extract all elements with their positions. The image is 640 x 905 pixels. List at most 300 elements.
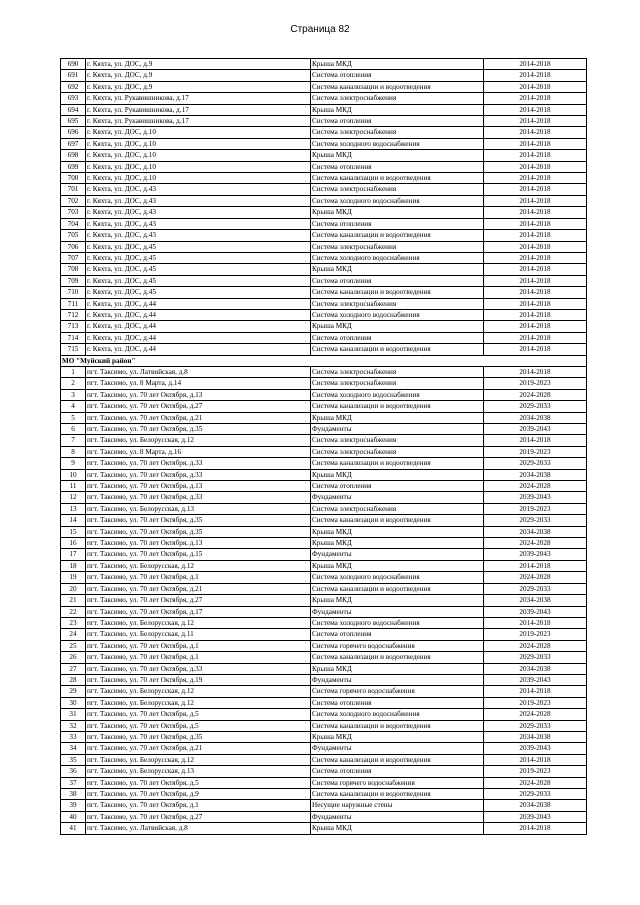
row-number: 696 <box>61 127 86 138</box>
period-cell: 2014-2018 <box>484 161 587 172</box>
system-cell: Крыша МКД <box>311 731 484 742</box>
row-number: 3 <box>61 389 86 400</box>
table-row <box>61 298 587 309</box>
table-row <box>61 127 587 138</box>
row-number: 712 <box>61 309 86 320</box>
system-cell: Система канализации и водоотведения <box>311 344 484 355</box>
row-number: 699 <box>61 161 86 172</box>
address-cell: г. Кяхта, ул. ДОС, д.43 <box>86 207 311 218</box>
address-cell: пгт. Таксимо, ул. 70 лет Октября, д.21 <box>86 583 311 594</box>
address-cell: пгт. Таксимо, ул. 70 лет Октября, д.21 <box>86 412 311 423</box>
repair-schedule-table <box>60 58 587 835</box>
table-row <box>61 389 587 400</box>
table-row <box>61 230 587 241</box>
system-cell: Крыша МКД <box>311 823 484 834</box>
row-number: 24 <box>61 629 86 640</box>
period-cell: 2029-2033 <box>484 652 587 663</box>
row-number: 710 <box>61 287 86 298</box>
period-cell: 2039-2043 <box>484 492 587 503</box>
table-row <box>61 709 587 720</box>
period-cell: 2014-2018 <box>484 173 587 184</box>
period-cell: 2014-2018 <box>484 617 587 628</box>
table-row <box>61 93 587 104</box>
system-cell: Система отопления <box>311 332 484 343</box>
period-cell: 2019-2023 <box>484 697 587 708</box>
table-row <box>61 252 587 263</box>
address-cell: г. Кяхта, ул. ДОС, д.43 <box>86 230 311 241</box>
address-cell: г. Кяхта, ул. ДОС, д.10 <box>86 127 311 138</box>
system-cell: Система электроснабжения <box>311 366 484 377</box>
system-cell: Система горячего водоснабжения <box>311 777 484 788</box>
table-row <box>61 777 587 788</box>
period-cell: 2039-2043 <box>484 743 587 754</box>
system-cell: Крыша МКД <box>311 595 484 606</box>
period-cell: 2014-2018 <box>484 116 587 127</box>
address-cell: г. Кяхта, ул. ДОС, д.45 <box>86 275 311 286</box>
table-row <box>61 515 587 526</box>
period-cell: 2014-2018 <box>484 275 587 286</box>
table-row <box>61 697 587 708</box>
table-row <box>61 309 587 320</box>
row-number: 11 <box>61 481 86 492</box>
address-cell: пгт. Таксимо, ул. 70 лет Октября, д.5 <box>86 720 311 731</box>
page-title: Страница 82 <box>290 24 350 35</box>
table-row <box>61 321 587 332</box>
period-cell: 2014-2018 <box>484 104 587 115</box>
system-cell: Крыша МКД <box>311 663 484 674</box>
system-cell: Система электроснабжения <box>311 446 484 457</box>
period-cell: 2014-2018 <box>484 823 587 834</box>
table-row <box>61 674 587 685</box>
period-cell: 2014-2018 <box>484 218 587 229</box>
address-cell: пгт. Таксимо, ул. 70 лет Октября, д.15 <box>86 549 311 560</box>
row-number: 13 <box>61 503 86 514</box>
system-cell: Система электроснабжения <box>311 93 484 104</box>
table-row <box>61 789 587 800</box>
table-row <box>61 70 587 81</box>
address-cell: г. Кяхта, ул. ДОС, д.9 <box>86 59 311 70</box>
table-row <box>61 640 587 651</box>
address-cell: г. Кяхта, ул. ДОС, д.43 <box>86 218 311 229</box>
table-row <box>61 663 587 674</box>
system-cell: Фундаменты <box>311 811 484 822</box>
address-cell: г. Кяхта, ул. ДОС, д.44 <box>86 298 311 309</box>
period-cell: 2034-2038 <box>484 526 587 537</box>
table-row <box>61 138 587 149</box>
system-cell: Система канализации и водоотведения <box>311 173 484 184</box>
row-number: 715 <box>61 344 86 355</box>
period-cell: 2024-2028 <box>484 389 587 400</box>
table-row <box>61 401 587 412</box>
row-number: 695 <box>61 116 86 127</box>
system-cell: Система горячего водоснабжения <box>311 686 484 697</box>
table-row <box>61 81 587 92</box>
period-cell: 2014-2018 <box>484 184 587 195</box>
row-number: 2 <box>61 378 86 389</box>
address-cell: пгт. Таксимо, ул. 8 Марта, д.14 <box>86 378 311 389</box>
system-cell: Крыша МКД <box>311 538 484 549</box>
period-cell: 2034-2038 <box>484 469 587 480</box>
address-cell: пгт. Таксимо, ул. 70 лет Октября, д.33 <box>86 492 311 503</box>
row-number: 34 <box>61 743 86 754</box>
period-cell: 2014-2018 <box>484 264 587 275</box>
address-cell: г. Кяхта, ул. ДОС, д.45 <box>86 241 311 252</box>
row-number: 701 <box>61 184 86 195</box>
address-cell: пгт. Таксимо, ул. 70 лет Октября, д.21 <box>86 743 311 754</box>
address-cell: г. Кяхта, ул. ДОС, д.45 <box>86 287 311 298</box>
address-cell: пгт. Таксимо, ул. 70 лет Октября, д.1 <box>86 572 311 583</box>
system-cell: Система холодного водоснабжения <box>311 709 484 720</box>
row-number: 9 <box>61 458 86 469</box>
period-cell: 2039-2043 <box>484 424 587 435</box>
system-cell: Крыша МКД <box>311 104 484 115</box>
address-cell: пгт. Таксимо, ул. 70 лет Октября, д.9 <box>86 789 311 800</box>
row-number: 15 <box>61 526 86 537</box>
address-cell: г. Кяхта, ул. ДОС, д.10 <box>86 173 311 184</box>
system-cell: Крыша МКД <box>311 150 484 161</box>
table-row <box>61 481 587 492</box>
address-cell: г. Кяхта, ул. ДОС, д.44 <box>86 321 311 332</box>
address-cell: г. Кяхта, ул. ДОС, д.45 <box>86 252 311 263</box>
system-cell: Система холодного водоснабжения <box>311 195 484 206</box>
address-cell: пгт. Таксимо, ул. 70 лет Октября, д.33 <box>86 469 311 480</box>
period-cell: 2029-2033 <box>484 401 587 412</box>
address-cell: пгт. Таксимо, ул. 70 лет Октября, д.35 <box>86 515 311 526</box>
address-cell: г. Кяхта, ул. ДОС, д.43 <box>86 195 311 206</box>
row-number: 35 <box>61 754 86 765</box>
row-number: 39 <box>61 800 86 811</box>
table-row <box>61 59 587 70</box>
table-row <box>61 469 587 480</box>
table-row <box>61 560 587 571</box>
table-row <box>61 412 587 423</box>
row-number: 16 <box>61 538 86 549</box>
system-cell: Крыша МКД <box>311 207 484 218</box>
table-row <box>61 435 587 446</box>
system-cell: Система канализации и водоотведения <box>311 401 484 412</box>
row-number: 5 <box>61 412 86 423</box>
address-cell: пгт. Таксимо, ул. Белорусская, д.12 <box>86 754 311 765</box>
address-cell: пгт. Таксимо, ул. Белорусская, д.12 <box>86 686 311 697</box>
system-cell: Система электроснабжения <box>311 378 484 389</box>
period-cell: 2019-2023 <box>484 629 587 640</box>
row-number: 31 <box>61 709 86 720</box>
system-cell: Система горячего водоснабжения <box>311 640 484 651</box>
period-cell: 2029-2033 <box>484 583 587 594</box>
address-cell: пгт. Таксимо, ул. Латвийская, д.8 <box>86 823 311 834</box>
row-number: 697 <box>61 138 86 149</box>
period-cell: 2014-2018 <box>484 754 587 765</box>
row-number: 20 <box>61 583 86 594</box>
system-cell: Крыша МКД <box>311 560 484 571</box>
period-cell: 2019-2023 <box>484 378 587 389</box>
table-row <box>61 446 587 457</box>
row-number: 4 <box>61 401 86 412</box>
row-number: 23 <box>61 617 86 628</box>
system-cell: Крыша МКД <box>311 412 484 423</box>
address-cell: г. Кяхта, ул. Рукавишникова, д.17 <box>86 93 311 104</box>
address-cell: пгт. Таксимо, ул. 70 лет Октября, д.19 <box>86 674 311 685</box>
address-cell: пгт. Таксимо, ул. 70 лет Октября, д.27 <box>86 811 311 822</box>
row-number: 28 <box>61 674 86 685</box>
address-cell: г. Кяхта, ул. ДОС, д.9 <box>86 70 311 81</box>
system-cell: Система электроснабжения <box>311 503 484 514</box>
row-number: 38 <box>61 789 86 800</box>
address-cell: пгт. Таксимо, ул. 70 лет Октября, д.27 <box>86 595 311 606</box>
period-cell: 2034-2038 <box>484 412 587 423</box>
system-cell: Система отопления <box>311 275 484 286</box>
system-cell: Система отопления <box>311 629 484 640</box>
row-number: 694 <box>61 104 86 115</box>
row-number: 707 <box>61 252 86 263</box>
system-cell: Система канализации и водоотведения <box>311 230 484 241</box>
system-cell: Фундаменты <box>311 492 484 503</box>
period-cell: 2039-2043 <box>484 606 587 617</box>
period-cell: 2039-2043 <box>484 811 587 822</box>
table-row <box>61 549 587 560</box>
period-cell: 2024-2028 <box>484 640 587 651</box>
row-number: 10 <box>61 469 86 480</box>
period-cell: 2014-2018 <box>484 241 587 252</box>
table-row <box>61 150 587 161</box>
row-number: 708 <box>61 264 86 275</box>
table-row <box>61 686 587 697</box>
row-number: 704 <box>61 218 86 229</box>
table-row <box>61 766 587 777</box>
address-cell: пгт. Таксимо, ул. 70 лет Октября, д.17 <box>86 606 311 617</box>
row-number: 709 <box>61 275 86 286</box>
address-cell: пгт. Таксимо, ул. 70 лет Октября, д.35 <box>86 731 311 742</box>
table-row <box>61 503 587 514</box>
period-cell: 2014-2018 <box>484 321 587 332</box>
row-number: 30 <box>61 697 86 708</box>
row-number: 692 <box>61 81 86 92</box>
table-row <box>61 754 587 765</box>
system-cell: Система отопления <box>311 697 484 708</box>
row-number: 702 <box>61 195 86 206</box>
row-number: 1 <box>61 366 86 377</box>
period-cell: 2014-2018 <box>484 59 587 70</box>
system-cell: Система канализации и водоотведения <box>311 789 484 800</box>
address-cell: пгт. Таксимо, ул. 70 лет Октября, д.5 <box>86 709 311 720</box>
table-row <box>61 218 587 229</box>
period-cell: 2014-2018 <box>484 81 587 92</box>
section-title: МО "Муйский район" <box>61 355 587 366</box>
address-cell: пгт. Таксимо, ул. 70 лет Октября, д.13 <box>86 389 311 400</box>
period-cell: 2039-2043 <box>484 674 587 685</box>
row-number: 700 <box>61 173 86 184</box>
address-cell: пгт. Таксимо, ул. 70 лет Октября, д.33 <box>86 458 311 469</box>
table-row <box>61 424 587 435</box>
address-cell: г. Кяхта, ул. ДОС, д.9 <box>86 81 311 92</box>
period-cell: 2014-2018 <box>484 309 587 320</box>
period-cell: 2034-2038 <box>484 663 587 674</box>
table-row <box>61 823 587 834</box>
row-number: 698 <box>61 150 86 161</box>
row-number: 6 <box>61 424 86 435</box>
address-cell: пгт. Таксимо, ул. 8 Марта, д.16 <box>86 446 311 457</box>
table-row <box>61 287 587 298</box>
system-cell: Система канализации и водоотведения <box>311 458 484 469</box>
row-number: 22 <box>61 606 86 617</box>
period-cell: 2014-2018 <box>484 230 587 241</box>
system-cell: Система электроснабжения <box>311 241 484 252</box>
address-cell: пгт. Таксимо, ул. 70 лет Октября, д.35 <box>86 526 311 537</box>
period-cell: 2024-2028 <box>484 481 587 492</box>
address-cell: пгт. Таксимо, ул. 70 лет Октября, д.1 <box>86 652 311 663</box>
table-body <box>61 59 587 835</box>
table-row <box>61 195 587 206</box>
period-cell: 2014-2018 <box>484 560 587 571</box>
row-number: 713 <box>61 321 86 332</box>
address-cell: г. Кяхта, ул. ДОС, д.44 <box>86 332 311 343</box>
system-cell: Система канализации и водоотведения <box>311 287 484 298</box>
period-cell: 2014-2018 <box>484 366 587 377</box>
table-row <box>61 595 587 606</box>
row-number: 714 <box>61 332 86 343</box>
system-cell: Крыша МКД <box>311 59 484 70</box>
address-cell: пгт. Таксимо, ул. Латвийская, д.8 <box>86 366 311 377</box>
system-cell: Крыша МКД <box>311 469 484 480</box>
system-cell: Фундаменты <box>311 743 484 754</box>
period-cell: 2014-2018 <box>484 207 587 218</box>
address-cell: пгт. Таксимо, ул. Белорусская, д.12 <box>86 560 311 571</box>
address-cell: пгт. Таксимо, ул. 70 лет Октября, д.35 <box>86 424 311 435</box>
system-cell: Система канализации и водоотведения <box>311 515 484 526</box>
period-cell: 2014-2018 <box>484 287 587 298</box>
table-row <box>61 161 587 172</box>
table-row <box>61 743 587 754</box>
period-cell: 2014-2018 <box>484 686 587 697</box>
address-cell: г. Кяхта, ул. Рукавишникова, д.17 <box>86 104 311 115</box>
system-cell: Крыша МКД <box>311 321 484 332</box>
system-cell: Система отопления <box>311 766 484 777</box>
system-cell: Система электроснабжения <box>311 184 484 195</box>
period-cell: 2034-2038 <box>484 595 587 606</box>
row-number: 19 <box>61 572 86 583</box>
system-cell: Фундаменты <box>311 549 484 560</box>
period-cell: 2014-2018 <box>484 70 587 81</box>
period-cell: 2029-2033 <box>484 515 587 526</box>
table-row <box>61 184 587 195</box>
address-cell: г. Кяхта, ул. ДОС, д.10 <box>86 138 311 149</box>
system-cell: Фундаменты <box>311 606 484 617</box>
address-cell: г. Кяхта, ул. ДОС, д.43 <box>86 184 311 195</box>
system-cell: Система отопления <box>311 116 484 127</box>
period-cell: 2034-2038 <box>484 731 587 742</box>
row-number: 706 <box>61 241 86 252</box>
system-cell: Система электроснабжения <box>311 298 484 309</box>
row-number: 18 <box>61 560 86 571</box>
address-cell: пгт. Таксимо, ул. 70 лет Октября, д.27 <box>86 401 311 412</box>
table-row <box>61 811 587 822</box>
row-number: 27 <box>61 663 86 674</box>
row-number: 21 <box>61 595 86 606</box>
address-cell: пгт. Таксимо, ул. 70 лет Октября, д.13 <box>86 481 311 492</box>
table-row <box>61 617 587 628</box>
row-number: 12 <box>61 492 86 503</box>
system-cell: Система холодного водоснабжения <box>311 309 484 320</box>
row-number: 690 <box>61 59 86 70</box>
table-row <box>61 526 587 537</box>
address-cell: г. Кяхта, ул. ДОС, д.44 <box>86 309 311 320</box>
system-cell: Система отопления <box>311 161 484 172</box>
row-number: 711 <box>61 298 86 309</box>
system-cell: Фундаменты <box>311 674 484 685</box>
table-row <box>61 207 587 218</box>
system-cell: Система отопления <box>311 218 484 229</box>
period-cell: 2029-2033 <box>484 458 587 469</box>
period-cell: 2014-2018 <box>484 298 587 309</box>
address-cell: пгт. Таксимо, ул. Белорусская, д.13 <box>86 503 311 514</box>
period-cell: 2014-2018 <box>484 127 587 138</box>
address-cell: пгт. Таксимо, ул. Белорусская, д.11 <box>86 629 311 640</box>
system-cell: Система канализации и водоотведения <box>311 754 484 765</box>
system-cell: Система холодного водоснабжения <box>311 138 484 149</box>
system-cell: Система холодного водоснабжения <box>311 572 484 583</box>
table-row <box>61 572 587 583</box>
period-cell: 2014-2018 <box>484 93 587 104</box>
address-cell: г. Кяхта, ул. ДОС, д.45 <box>86 264 311 275</box>
period-cell: 2019-2023 <box>484 766 587 777</box>
period-cell: 2024-2028 <box>484 777 587 788</box>
table-row <box>61 104 587 115</box>
period-cell: 2014-2018 <box>484 435 587 446</box>
row-number: 36 <box>61 766 86 777</box>
system-cell: Система электроснабжения <box>311 127 484 138</box>
table-row <box>61 720 587 731</box>
address-cell: пгт. Таксимо, ул. Белорусская, д.12 <box>86 617 311 628</box>
period-cell: 2014-2018 <box>484 195 587 206</box>
row-number: 691 <box>61 70 86 81</box>
row-number: 40 <box>61 811 86 822</box>
address-cell: пгт. Таксимо, ул. 70 лет Октября, д.13 <box>86 538 311 549</box>
table-row <box>61 800 587 811</box>
system-cell: Система канализации и водоотведения <box>311 720 484 731</box>
period-cell: 2019-2023 <box>484 503 587 514</box>
system-cell: Система электроснабжения <box>311 435 484 446</box>
system-cell: Система холодного водоснабжения <box>311 617 484 628</box>
system-cell: Система холодного водоснабжения <box>311 252 484 263</box>
system-cell: Система канализации и водоотведения <box>311 583 484 594</box>
row-number: 33 <box>61 731 86 742</box>
row-number: 32 <box>61 720 86 731</box>
period-cell: 2039-2043 <box>484 549 587 560</box>
address-cell: пгт. Таксимо, ул. 70 лет Октября, д.1 <box>86 640 311 651</box>
row-number: 703 <box>61 207 86 218</box>
period-cell: 2024-2028 <box>484 538 587 549</box>
table-row <box>61 378 587 389</box>
period-cell: 2024-2028 <box>484 709 587 720</box>
period-cell: 2014-2018 <box>484 138 587 149</box>
row-number: 17 <box>61 549 86 560</box>
system-cell: Крыша МКД <box>311 264 484 275</box>
system-cell: Фундаменты <box>311 424 484 435</box>
row-number: 705 <box>61 230 86 241</box>
section-row <box>61 355 587 366</box>
table-row <box>61 583 587 594</box>
address-cell: пгт. Таксимо, ул. Белорусская, д.12 <box>86 697 311 708</box>
period-cell: 2014-2018 <box>484 252 587 263</box>
table-row <box>61 344 587 355</box>
system-cell: Система канализации и водоотведения <box>311 652 484 663</box>
address-cell: пгт. Таксимо, ул. 70 лет Октября, д.33 <box>86 663 311 674</box>
table-row <box>61 492 587 503</box>
period-cell: 2014-2018 <box>484 150 587 161</box>
table-row <box>61 264 587 275</box>
table-row <box>61 275 587 286</box>
row-number: 29 <box>61 686 86 697</box>
